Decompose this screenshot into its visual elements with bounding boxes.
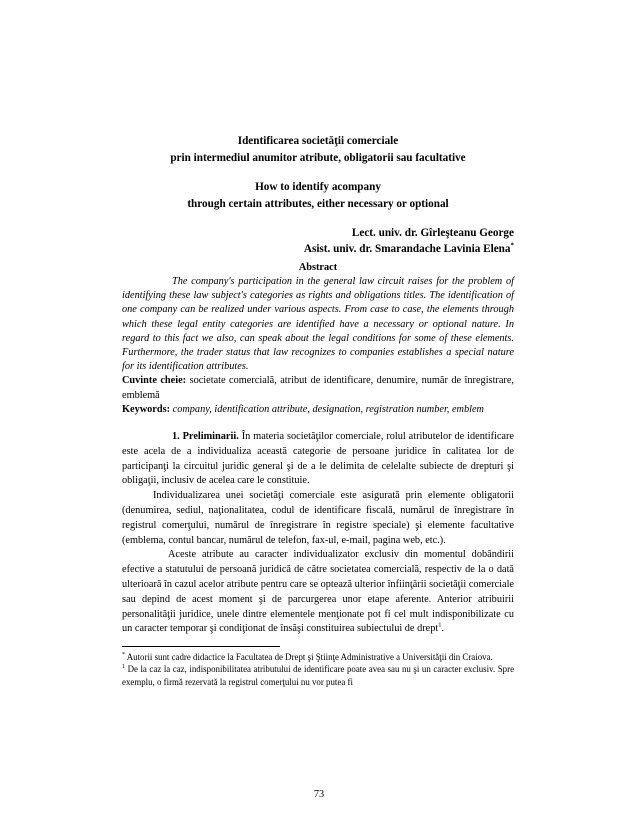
keywords-english-value: company, identification attribute, designation, registration number, emblem [172,403,484,415]
footnote-1 [122,663,514,688]
footnote-authors [122,651,514,663]
page-content [122,133,514,688]
keywords-english [122,403,514,417]
paragraph-preliminaries [122,430,514,489]
paragraph-attributes [122,548,514,637]
keywords-romanian-value: societate comercială, atribut de identificare, denumire, număr de înregistrare, emblemă [122,375,515,401]
keywords-romanian-label: Cuvinte cheie: [122,375,187,387]
footnote-authors-mark: * [122,652,125,659]
paragraph-preliminaries-text: În materia societăţilor comerciale, rolul atributelor de identificare este acela de a individualiza această categorie de persoane juridice în calitatea lor de participanţi la circuitul juridic general şi de a le delimita de celelalte subiecte de drepturi şi obligaţii, inclusiv de acelea care le constituie. [122,431,514,487]
title-romanian-line1: Identificarea societăţii comerciale [237,135,399,147]
abstract-text: The company's participation in the general law circuit raises for the problem of identifying these law subject's categories as rights and obligations titles. The identification of one company can be realized under various aspects. From case to case, the elements through which these legal entity categories are identified have a necessary or optional nature. In regard to this fact we also, can speak about the legal conditions for some of these elements. Furthermore, the trader status that law recognizes to companies establishes a special nature for its identification attributes. [122,276,514,373]
author-footnote-mark: * [510,241,514,250]
title-english-line1: How to identify acompany [255,181,381,193]
footnote-authors-text: Autorii sunt cadre didactice la Facultatea de Drept şi Ştiinţe Administrative a Universităţii din Craiova. [126,652,493,663]
footnote-1-mark: 1 [122,664,125,671]
author-block [122,225,514,257]
title-romanian-line2: prin intermediul anumitor atribute, obligatorii sau facultative [170,152,466,164]
author-first: Lect. univ. dr. Gîrleşteanu George [351,227,514,239]
title-english [122,179,514,213]
keywords-romanian [122,374,514,402]
footnote-divider [122,646,280,647]
paragraph-attributes-text: Aceste atribute au caracter individualizator exclusiv din momentul dobândirii efective a statutului de persoană juridică de către societatea comercială, respectiv de la o dată ulterioară în cazul acelor atribute pentru care se optează ulterior înfiinţării societăţii comerciale sau depind de acest moment şi de parcurgerea unor etape aferente. Anterior atribuirii personalităţii juridice, unele dintre elementele menţionate pot fi cel mult indisponibilizate cu un caracter temporar şi condiţionat de însăşi constituirea subiectului de drept [122,549,514,635]
page-number: 73 [313,789,325,800]
paragraph-attributes-end: . [441,623,445,635]
footnote-1-text: De la caz la caz, indisponibilitatea atributului de identificare poate avea sau nu şi un caracter exclusiv. Spre exemplu, o firmă rezervată la registrul comerţului nu vor putea fi [122,664,515,687]
footnote-ref-1: 1 [438,621,442,629]
section-heading-preliminaries: 1. Preliminarii. [172,431,239,443]
keywords-english-label: Keywords: [122,403,171,415]
abstract-heading: Abstract [298,262,338,273]
title-english-line2: through certain attributes, either necessary or optional [187,198,449,210]
paragraph-individualization: Individualizarea unei societăţi comerciale este asigurată prin elemente obligatorii (denumirea, sediul, naţionalitatea, codul de identificare fiscală, numărul de înregistrare în registrul comerţului, numărul de înregistrare în registre speciale) şi elemente facultative (emblema, contul bancar, numărul de telefon, fax-ul, e-mail, pagina web, etc.). [122,490,514,546]
author-second-name: Asist. univ. dr. Smarandache Lavinia Elena [303,243,511,255]
title-romanian [122,133,514,167]
author-second [122,241,514,257]
